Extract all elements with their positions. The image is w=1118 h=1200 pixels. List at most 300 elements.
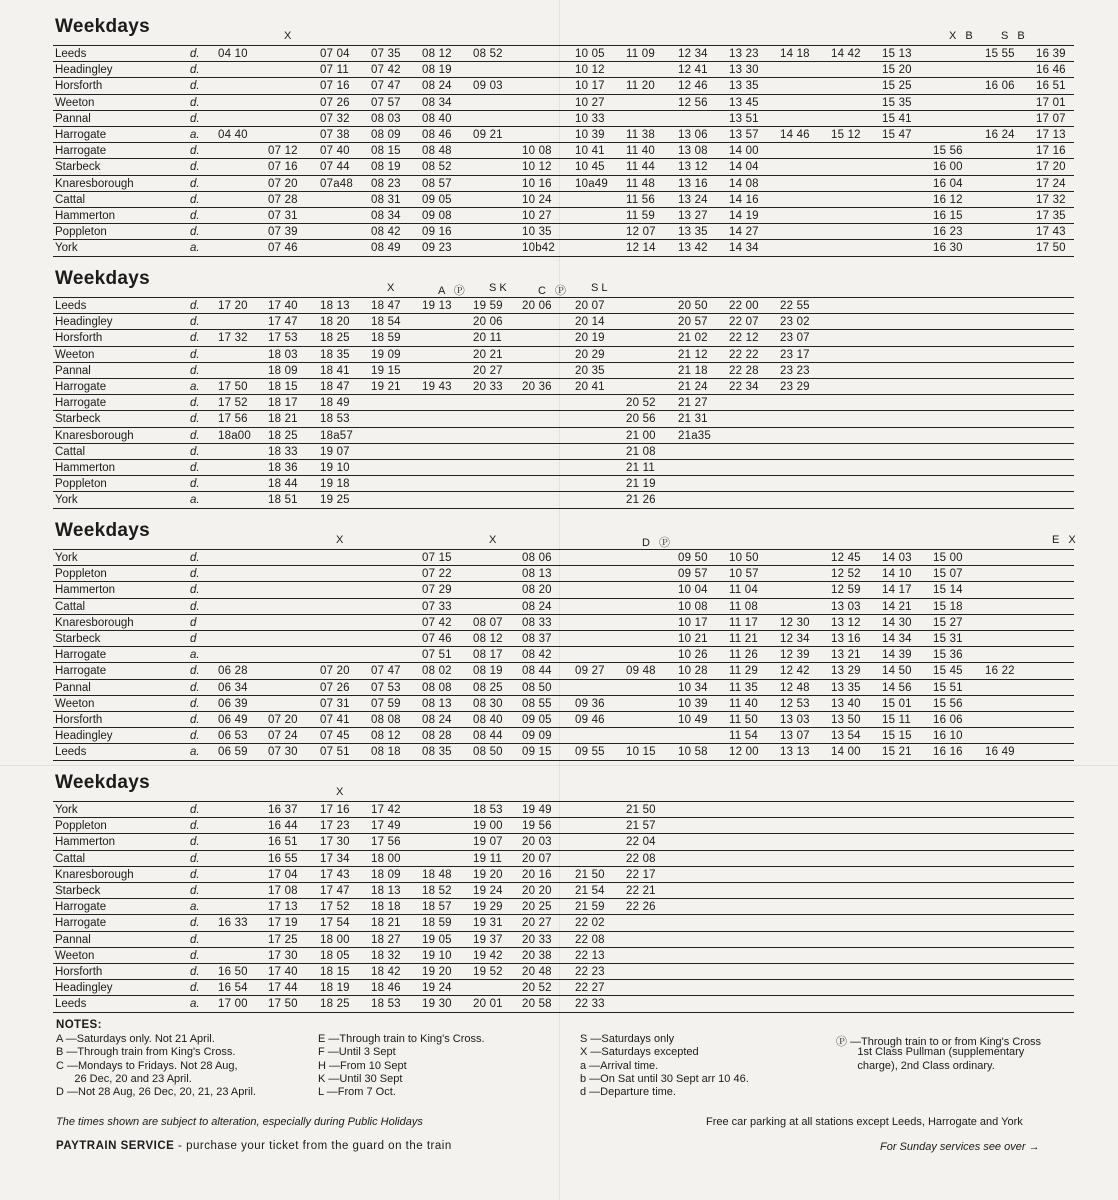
time-cell: 17 00 — [218, 998, 248, 1011]
time-cell: 11 35 — [729, 681, 758, 694]
time-cell: 15 20 — [882, 64, 912, 77]
arr-dep-marker: a. — [190, 649, 200, 662]
time-cell: 07 42 — [371, 64, 401, 77]
time-cell: 07 47 — [371, 80, 401, 93]
time-cell: 17 49 — [371, 820, 401, 833]
time-cell: 16 37 — [268, 804, 298, 816]
time-cell: 12 41 — [678, 64, 708, 77]
time-cell: 07 47 — [371, 665, 401, 678]
time-cell: 18 59 — [422, 917, 452, 930]
time-cell: 17 32 — [218, 332, 248, 345]
station-name: Harrogate — [55, 901, 107, 914]
time-cell: 15 55 — [985, 48, 1015, 60]
time-cell: 20 21 — [473, 348, 503, 361]
station-name: Starbeck — [55, 633, 101, 645]
arr-dep-marker: d. — [190, 210, 200, 222]
time-cell: 17 40 — [268, 966, 298, 978]
table-row — [0, 615, 1118, 631]
time-cell: 08 55 — [522, 697, 552, 710]
time-cell: 18 00 — [371, 852, 401, 865]
time-cell: 17 50 — [268, 998, 298, 1011]
arr-dep-marker: d. — [190, 714, 200, 726]
station-name: Horsforth — [55, 80, 103, 93]
time-cell: 19 11 — [473, 852, 502, 865]
station-name: Headingley — [55, 982, 113, 995]
time-cell: 10 21 — [678, 633, 708, 645]
time-cell: 21 08 — [626, 445, 656, 458]
table-row — [0, 208, 1118, 224]
table-row — [0, 411, 1118, 427]
time-cell: 20 25 — [522, 901, 552, 914]
time-cell: 08 02 — [422, 665, 452, 678]
table-row — [0, 298, 1118, 314]
time-cell: 20 27 — [522, 917, 552, 930]
service-code: X — [336, 534, 347, 546]
paytrain-service — [56, 1140, 452, 1152]
time-cell: 20 48 — [522, 966, 552, 978]
time-cell: 20 06 — [473, 316, 503, 329]
time-cell: 10 12 — [522, 161, 552, 174]
arr-dep-marker: d. — [190, 226, 200, 239]
time-cell: 04 10 — [218, 48, 248, 60]
time-cell: 15 45 — [933, 665, 963, 678]
arr-dep-marker: d. — [190, 917, 200, 930]
time-cell: 09 16 — [422, 226, 452, 239]
row-rule — [53, 256, 1074, 257]
time-cell: 10 26 — [678, 649, 708, 662]
time-cell: 13 13 — [780, 746, 810, 759]
time-cell: 21 31 — [678, 413, 708, 426]
station-name: Pannal — [55, 933, 91, 946]
time-cell: 13 40 — [831, 697, 861, 710]
table-row — [0, 712, 1118, 728]
time-cell: 07 53 — [371, 681, 401, 694]
time-cell: 18 13 — [320, 300, 350, 312]
note-line: a —Arrival time. — [580, 1059, 659, 1072]
time-cell: 13 03 — [780, 714, 810, 726]
time-cell: 14 03 — [882, 552, 912, 564]
time-cell: 17 30 — [320, 836, 350, 849]
time-cell: 15 14 — [933, 584, 963, 597]
time-cell: 20 16 — [522, 868, 552, 881]
time-cell: 20 50 — [678, 300, 708, 312]
time-cell: 20 52 — [626, 397, 656, 410]
time-cell: 15 36 — [933, 649, 963, 662]
time-cell: 08 37 — [522, 633, 552, 645]
time-cell: 19 20 — [473, 868, 503, 881]
arr-dep-marker: d. — [190, 568, 200, 581]
table-row — [0, 395, 1118, 411]
station-name: Pannal — [55, 364, 91, 377]
time-cell: 07 20 — [320, 665, 350, 678]
time-cell: 10 39 — [575, 129, 605, 141]
time-cell: 18 21 — [371, 917, 401, 930]
time-cell: 13 24 — [678, 193, 708, 206]
arr-dep-marker: d. — [190, 364, 200, 377]
time-cell: 08 42 — [522, 649, 552, 662]
time-cell: 20 35 — [575, 364, 605, 377]
time-cell: 10 08 — [522, 145, 552, 158]
time-cell: 15 47 — [882, 129, 912, 141]
note-line: L —From 7 Oct. — [318, 1086, 396, 1099]
table-row — [0, 948, 1118, 964]
station-name: Hammerton — [55, 584, 116, 597]
time-cell: 16 44 — [268, 820, 298, 833]
time-cell: 08 13 — [422, 697, 452, 710]
table-row — [0, 127, 1118, 143]
arr-dep-marker: a. — [190, 998, 200, 1011]
arr-dep-marker: d. — [190, 868, 200, 881]
time-cell: 14 18 — [780, 48, 810, 60]
service-code: X — [489, 534, 500, 546]
time-cell: 20 03 — [522, 836, 552, 849]
time-cell: 13 16 — [678, 177, 708, 190]
service-code: C Ⓟ — [538, 285, 569, 297]
note-line: X —Saturdays excepted — [580, 1046, 699, 1059]
time-cell: 14 08 — [729, 177, 759, 190]
time-cell: 11 21 — [729, 633, 758, 645]
time-cell: 09 50 — [678, 552, 708, 564]
time-cell: 20 33 — [473, 381, 503, 393]
table-row — [0, 566, 1118, 582]
time-cell: 23 23 — [780, 364, 810, 377]
time-cell: 14 10 — [882, 568, 912, 581]
arr-dep-marker: d. — [190, 332, 200, 345]
time-cell: 20 19 — [575, 332, 605, 345]
station-name: Knaresborough — [55, 177, 134, 190]
arr-dep-marker: d. — [190, 982, 200, 995]
table-row — [0, 159, 1118, 175]
time-cell: 19 18 — [320, 478, 350, 491]
time-cell: 13 23 — [729, 48, 759, 60]
time-cell: 17 32 — [1036, 193, 1066, 206]
time-cell: 07 24 — [268, 730, 298, 743]
time-cell: 08 19 — [473, 665, 503, 678]
time-cell: 10 12 — [575, 64, 605, 77]
time-cell: 09 48 — [626, 665, 656, 678]
time-cell: 08 08 — [422, 681, 452, 694]
time-cell: 22 02 — [575, 917, 605, 930]
table-row — [0, 95, 1118, 111]
time-cell: 18 15 — [320, 966, 350, 978]
time-cell: 08 25 — [473, 681, 503, 694]
time-cell: 14 39 — [882, 649, 912, 662]
arr-dep-marker: d. — [190, 852, 200, 865]
arr-dep-marker: d. — [190, 161, 200, 174]
time-cell: 16 24 — [985, 129, 1015, 141]
time-cell: 17 52 — [320, 901, 350, 914]
time-cell: 22 28 — [729, 364, 759, 377]
arr-dep-marker: d — [190, 616, 197, 629]
table-row — [0, 428, 1118, 444]
time-cell: 07 28 — [268, 193, 298, 206]
time-cell: 07 16 — [320, 80, 350, 93]
time-cell: 15 18 — [933, 600, 963, 613]
time-cell: 08 30 — [473, 697, 503, 710]
station-name: Leeds — [55, 998, 87, 1011]
time-cell: 11 38 — [626, 129, 655, 141]
time-cell: 18 25 — [320, 998, 350, 1011]
time-cell: 10 27 — [575, 96, 605, 109]
time-cell: 09 15 — [522, 746, 552, 759]
station-name: Poppleton — [55, 478, 107, 491]
time-cell: 10 41 — [575, 145, 605, 158]
time-cell: 07 44 — [320, 161, 350, 174]
time-cell: 07 57 — [371, 96, 401, 109]
time-cell: 08 44 — [522, 665, 552, 678]
station-name: York — [55, 552, 78, 564]
time-cell: 17 56 — [371, 836, 401, 849]
time-cell: 17 13 — [268, 901, 298, 914]
table-row — [0, 728, 1118, 744]
time-cell: 12 34 — [678, 48, 708, 60]
table-row — [0, 883, 1118, 899]
time-cell: 18 46 — [371, 982, 401, 995]
time-cell: 11 40 — [626, 145, 655, 158]
time-cell: 20 11 — [473, 332, 502, 345]
arr-dep-marker: d. — [190, 933, 200, 946]
time-cell: 19 37 — [473, 933, 503, 946]
paytrain-text: - purchase your ticket from the guard on the train — [174, 1140, 452, 1152]
time-cell: 12 52 — [831, 568, 861, 581]
time-cell: 18a00 — [218, 429, 251, 442]
time-cell: 07 51 — [320, 746, 350, 759]
time-cell: 17 42 — [371, 804, 401, 816]
time-cell: 18a57 — [320, 429, 353, 442]
time-cell: 18 17 — [268, 397, 298, 410]
time-cell: 12 34 — [780, 633, 810, 645]
service-code: SL — [591, 282, 611, 294]
table-row — [0, 696, 1118, 712]
table-row — [0, 631, 1118, 647]
time-cell: 21 11 — [626, 462, 655, 474]
time-cell: 15 31 — [933, 633, 963, 645]
time-cell: 07 11 — [320, 64, 349, 77]
time-cell: 10 04 — [678, 584, 708, 597]
time-cell: 10 34 — [678, 681, 708, 694]
time-cell: 20 38 — [522, 949, 552, 962]
time-cell: 22 00 — [729, 300, 759, 312]
time-cell: 18 19 — [320, 982, 350, 995]
table-row — [0, 582, 1118, 598]
time-cell: 10 08 — [678, 600, 708, 613]
time-cell: 08 20 — [522, 584, 552, 597]
table-row — [0, 192, 1118, 208]
time-cell: 17 24 — [1036, 177, 1066, 190]
time-cell: 17 47 — [268, 316, 298, 329]
table-row — [0, 444, 1118, 460]
time-cell: 07 29 — [422, 584, 452, 597]
time-cell: 13 27 — [678, 210, 708, 222]
time-cell: 08 31 — [371, 193, 401, 206]
time-cell: 12 45 — [831, 552, 861, 564]
time-cell: 10 35 — [522, 226, 552, 239]
notes-title: NOTES: — [56, 1019, 102, 1031]
time-cell: 12 14 — [626, 242, 656, 255]
time-cell: 12 42 — [780, 665, 810, 678]
time-cell: 15 13 — [882, 48, 912, 60]
time-cell: 10 17 — [575, 80, 605, 93]
station-name: Weeton — [55, 949, 95, 962]
time-cell: 07 35 — [371, 48, 401, 60]
station-name: Weeton — [55, 697, 95, 710]
time-cell: 16 12 — [933, 193, 963, 206]
time-cell: 15 25 — [882, 80, 912, 93]
time-cell: 07 16 — [268, 161, 298, 174]
time-cell: 09 21 — [473, 129, 503, 141]
time-cell: 11 09 — [626, 48, 655, 60]
time-cell: 15 07 — [933, 568, 963, 581]
time-cell: 13 12 — [678, 161, 708, 174]
time-cell: 10 16 — [522, 177, 552, 190]
station-name: York — [55, 494, 78, 507]
time-cell: 22 08 — [575, 933, 605, 946]
arr-dep-marker: d. — [190, 478, 200, 491]
time-cell: 21 24 — [678, 381, 708, 393]
time-cell: 15 27 — [933, 616, 963, 629]
time-cell: 18 36 — [268, 462, 298, 474]
time-cell: 06 28 — [218, 665, 248, 678]
time-cell: 22 08 — [626, 852, 656, 865]
time-cell: 07 20 — [268, 177, 298, 190]
service-code: D Ⓟ — [642, 537, 673, 549]
station-name: Harrogate — [55, 381, 107, 393]
time-cell: 21 02 — [678, 332, 708, 345]
time-cell: 14 46 — [780, 129, 810, 141]
time-cell: 17 47 — [320, 885, 350, 897]
time-cell: 07 20 — [268, 714, 298, 726]
time-cell: 11 44 — [626, 161, 655, 174]
time-cell: 09 08 — [422, 210, 452, 222]
time-cell: 14 56 — [882, 681, 912, 694]
time-cell: 07 46 — [422, 633, 452, 645]
time-cell: 20 27 — [473, 364, 503, 377]
time-cell: 16 39 — [1036, 48, 1066, 60]
table-row — [0, 964, 1118, 980]
time-cell: 14 16 — [729, 193, 759, 206]
time-cell: 13 03 — [831, 600, 861, 613]
time-cell: 21 50 — [575, 868, 605, 881]
time-cell: 15 56 — [933, 145, 963, 158]
time-cell: 08 12 — [371, 730, 401, 743]
time-cell: 19 07 — [320, 445, 350, 458]
arr-dep-marker: d. — [190, 600, 200, 613]
station-name: Harrogate — [55, 917, 107, 930]
station-name: Leeds — [55, 300, 87, 312]
time-cell: 16 51 — [1036, 80, 1066, 93]
table-row — [0, 240, 1118, 256]
time-cell: 17 50 — [218, 381, 248, 393]
time-cell: 18 25 — [320, 332, 350, 345]
time-cell: 06 53 — [218, 730, 248, 743]
time-cell: 18 44 — [268, 478, 298, 491]
station-name: Cattal — [55, 600, 86, 613]
time-cell: 17 50 — [1036, 242, 1066, 255]
time-cell: 07 45 — [320, 730, 350, 743]
time-cell: 17 53 — [268, 332, 298, 345]
time-cell: 08 09 — [371, 129, 401, 141]
station-name: Weeton — [55, 96, 95, 109]
time-cell: 09 05 — [522, 714, 552, 726]
table-row — [0, 663, 1118, 679]
time-cell: 22 17 — [626, 868, 656, 881]
station-name: Cattal — [55, 193, 86, 206]
time-cell: 17 30 — [268, 949, 298, 962]
time-cell: 14 00 — [831, 746, 861, 759]
service-code: SK — [489, 282, 510, 294]
time-cell: 08 40 — [473, 714, 503, 726]
time-cell: 11 29 — [729, 665, 758, 678]
service-code: X — [387, 282, 398, 294]
time-cell: 16 15 — [933, 210, 963, 222]
time-cell: 20 01 — [473, 998, 503, 1011]
time-cell: 08 23 — [371, 177, 401, 190]
time-cell: 08 24 — [422, 714, 452, 726]
time-cell: 15 21 — [882, 746, 912, 759]
time-cell: 16 00 — [933, 161, 963, 174]
time-cell: 18 48 — [422, 868, 452, 881]
table-row — [0, 680, 1118, 696]
time-cell: 17 43 — [320, 868, 350, 881]
time-cell: 18 53 — [371, 998, 401, 1011]
time-cell: 08 28 — [422, 730, 452, 743]
time-cell: 07 46 — [268, 242, 298, 255]
section-title: Weekdays — [55, 772, 150, 793]
arr-dep-marker: d. — [190, 193, 200, 206]
table-row — [0, 143, 1118, 159]
note-line: H —From 10 Sept — [318, 1059, 407, 1072]
time-cell: 16 54 — [218, 982, 248, 995]
time-cell: 18 53 — [473, 804, 503, 816]
time-cell: 18 03 — [268, 348, 298, 361]
station-name: Hammerton — [55, 462, 116, 474]
time-cell: 18 49 — [320, 397, 350, 410]
time-cell: 20 58 — [522, 998, 552, 1011]
arr-dep-marker: d. — [190, 462, 200, 474]
time-cell: 18 33 — [268, 445, 298, 458]
time-cell: 09 23 — [422, 242, 452, 255]
arr-dep-marker: d. — [190, 177, 200, 190]
arr-dep-marker: d. — [190, 584, 200, 597]
station-name: Poppleton — [55, 226, 107, 239]
table-row — [0, 492, 1118, 508]
time-cell: 11 20 — [626, 80, 655, 93]
time-cell: 22 04 — [626, 836, 656, 849]
time-cell: 06 39 — [218, 697, 248, 710]
table-row — [0, 460, 1118, 476]
time-cell: 10 27 — [522, 210, 552, 222]
time-cell: 17 35 — [1036, 210, 1066, 222]
time-cell: 07 26 — [320, 96, 350, 109]
arr-dep-marker: d. — [190, 316, 200, 329]
time-cell: 14 34 — [882, 633, 912, 645]
station-name: Weeton — [55, 348, 95, 361]
arr-dep-marker: a. — [190, 381, 200, 393]
arr-dep-marker: d. — [190, 145, 200, 158]
table-row — [0, 347, 1118, 363]
service-code: E X — [1052, 534, 1079, 546]
time-cell: 12 07 — [626, 226, 656, 239]
time-cell: 07 31 — [320, 697, 350, 710]
time-cell: 22 33 — [575, 998, 605, 1011]
station-name: Harrogate — [55, 129, 107, 141]
time-cell: 18 53 — [320, 413, 350, 426]
table-row — [0, 867, 1118, 883]
time-cell: 19 15 — [371, 364, 401, 377]
time-cell: 08 06 — [522, 552, 552, 564]
time-cell: 19 05 — [422, 933, 452, 946]
station-name: Cattal — [55, 445, 86, 458]
